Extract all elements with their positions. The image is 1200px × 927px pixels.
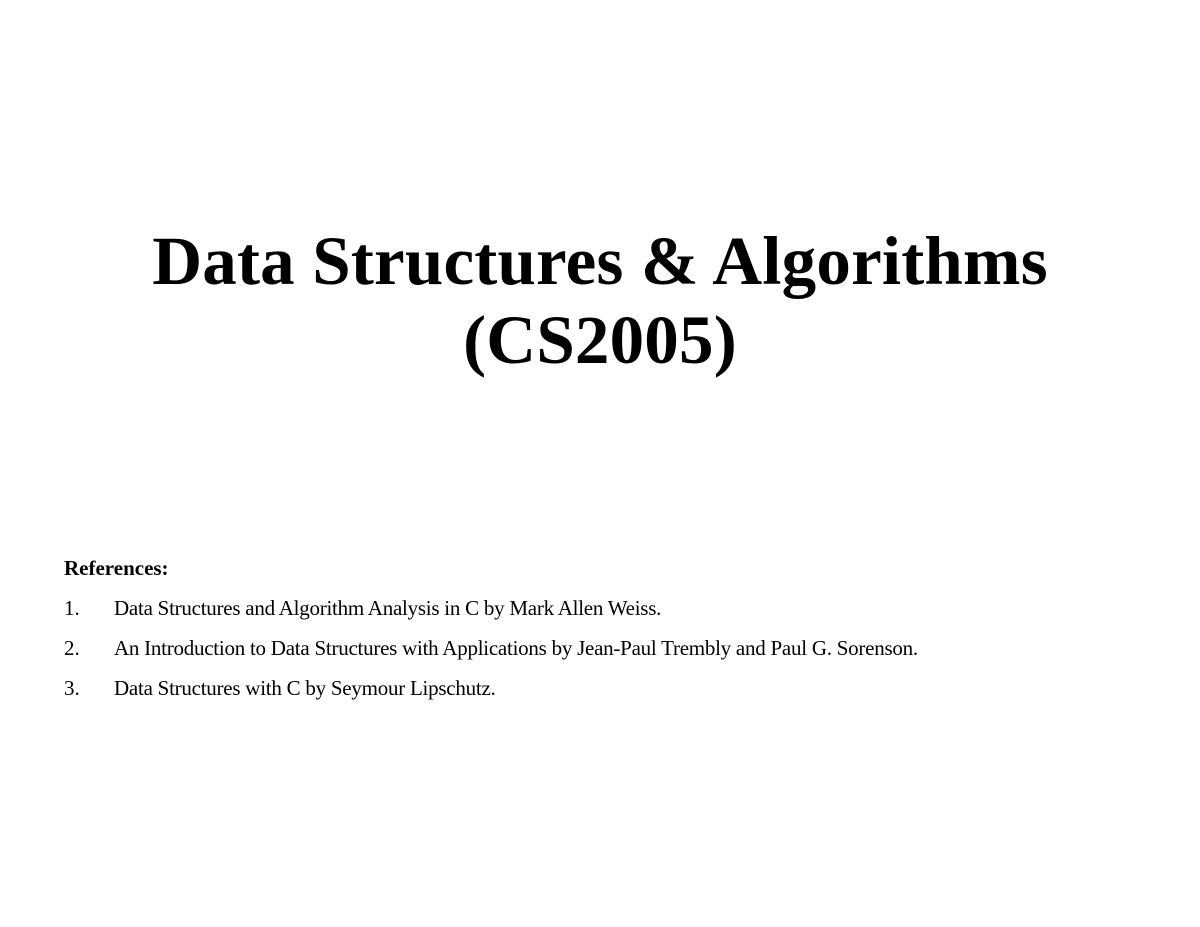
reference-text: Data Structures and Algorithm Analysis in C by Mark Allen Weiss.: [114, 596, 662, 620]
reference-text: Data Structures with C by Seymour Lipschutz.: [114, 676, 496, 700]
references-heading: References:: [64, 556, 169, 580]
reference-text: An Introduction to Data Structures with Applications by Jean-Paul Trembly and Paul G. Sorenson.: [114, 636, 918, 660]
references-list: [64, 594, 1164, 702]
reference-number: 1.: [64, 596, 80, 620]
reference-item: [64, 594, 1164, 622]
reference-item: [64, 634, 1164, 662]
reference-item: [64, 674, 1164, 702]
references-section: [64, 554, 1164, 714]
reference-number: 2.: [64, 636, 80, 660]
slide-title: [0, 222, 1200, 380]
title-line-course-code: (CS2005): [463, 302, 737, 378]
reference-number: 3.: [64, 676, 80, 700]
title-line-course-name: Data Structures & Algorithms: [152, 223, 1048, 299]
